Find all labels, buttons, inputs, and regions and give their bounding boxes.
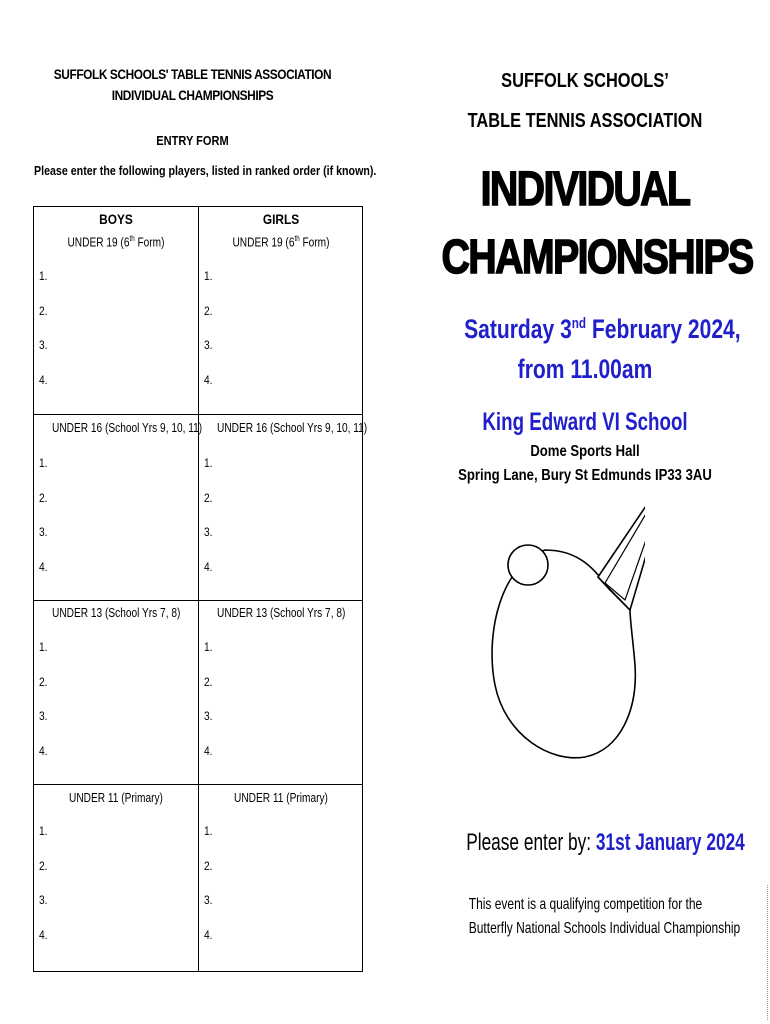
boys-entry-slot: 3. — [39, 893, 48, 907]
event-time: from 11.00am — [517, 354, 653, 384]
section-divider — [34, 600, 362, 601]
girls-entry-slot: 4. — [204, 743, 213, 758]
category-girls-u19: UNDER 19 (6th Form) — [232, 234, 330, 250]
boys-entry-slot: 1. — [39, 456, 48, 470]
category-girls-u16: UNDER 16 (School Yrs 9, 10, 11) — [217, 420, 368, 435]
table-tennis-bat-and-ball-icon — [480, 495, 645, 770]
boys-entry-slot: 1. — [39, 269, 48, 283]
boys-entry-slot: 1. — [39, 640, 48, 654]
category-boys-u11: UNDER 11 (Primary) — [69, 790, 163, 805]
flyer-association-line1: SUFFOLK SCHOOLS’ — [501, 70, 669, 92]
boys-entry-slot: 2. — [39, 490, 48, 505]
deadline-date: 31st January 2024 — [595, 829, 745, 856]
girls-entry-slot: 4. — [204, 559, 213, 574]
boys-entry-slot: 4. — [39, 743, 48, 758]
section-divider — [34, 784, 362, 785]
entry-deadline — [466, 829, 745, 857]
category-girls-u13: UNDER 13 (School Yrs 7, 8) — [217, 605, 346, 620]
girls-entry-slot: 1. — [204, 456, 213, 470]
girls-entry-slot: 4. — [204, 372, 213, 387]
page-edge-line — [767, 885, 768, 1020]
form-instructions: Please enter the following players, listed in ranked order (if known). — [34, 163, 377, 178]
deadline-label: Please enter by: — [466, 829, 596, 856]
girls-column-title: GIRLS — [262, 211, 300, 227]
event-hall: Dome Sports Hall — [530, 443, 640, 460]
event-date: Saturday 3nd February 2024, — [464, 314, 741, 344]
boys-entry-slot: 4. — [39, 372, 48, 387]
boys-entry-slot: 4. — [39, 927, 48, 942]
form-association-title: SUFFOLK SCHOOLS' TABLE TENNIS ASSOCIATION — [53, 66, 332, 82]
form-header — [0, 64, 385, 106]
girls-entry-slot: 1. — [204, 824, 213, 838]
boys-entry-slot: 1. — [39, 824, 48, 838]
event-venue: King Edward VI School — [482, 408, 688, 436]
boys-entry-slot: 3. — [39, 525, 48, 539]
girls-entry-slot: 2. — [204, 303, 213, 318]
girls-entry-slot: 3. — [204, 525, 213, 539]
entry-table — [33, 206, 368, 972]
category-girls-u11: UNDER 11 (Primary) — [234, 790, 328, 805]
girls-entry-slot: 1. — [204, 269, 213, 283]
column-divider — [198, 207, 199, 971]
event-address: Spring Lane, Bury St Edmunds IP33 3AU — [458, 467, 712, 484]
flyer-title-line1: INDIVIDUAL — [480, 163, 690, 216]
entry-form-title: ENTRY FORM — [156, 133, 229, 148]
qualifying-note-line1: This event is a qualifying competition for the — [468, 896, 703, 913]
category-boys-u13: UNDER 13 (School Yrs 7, 8) — [52, 605, 181, 620]
girls-entry-slot: 3. — [204, 338, 213, 352]
girls-entry-slot: 3. — [204, 893, 213, 907]
qualifying-note-line2: Butterfly National Schools Individual Championship — [468, 920, 741, 937]
boys-entry-slot: 3. — [39, 338, 48, 352]
girls-entry-slot: 4. — [204, 927, 213, 942]
girls-entry-slot: 2. — [204, 858, 213, 873]
boys-entry-slot: 2. — [39, 674, 48, 689]
boys-entry-slot: 2. — [39, 303, 48, 318]
boys-entry-slot: 3. — [39, 709, 48, 723]
girls-entry-slot: 2. — [204, 490, 213, 505]
flyer-association-line2: TABLE TENNIS ASSOCIATION — [467, 110, 703, 132]
flyer-title-line2: CHAMPIONSHIPS — [441, 231, 753, 284]
boys-column-title: BOYS — [99, 211, 133, 227]
boys-entry-slot: 2. — [39, 858, 48, 873]
girls-entry-slot: 2. — [204, 674, 213, 689]
girls-entry-slot: 3. — [204, 709, 213, 723]
boys-entry-slot: 4. — [39, 559, 48, 574]
form-championship-title: INDIVIDUAL CHAMPIONSHIPS — [111, 87, 274, 103]
category-boys-u16: UNDER 16 (School Yrs 9, 10, 11) — [52, 420, 203, 435]
section-divider — [34, 414, 362, 415]
category-boys-u19: UNDER 19 (6th Form) — [67, 234, 165, 250]
girls-entry-slot: 1. — [204, 640, 213, 654]
